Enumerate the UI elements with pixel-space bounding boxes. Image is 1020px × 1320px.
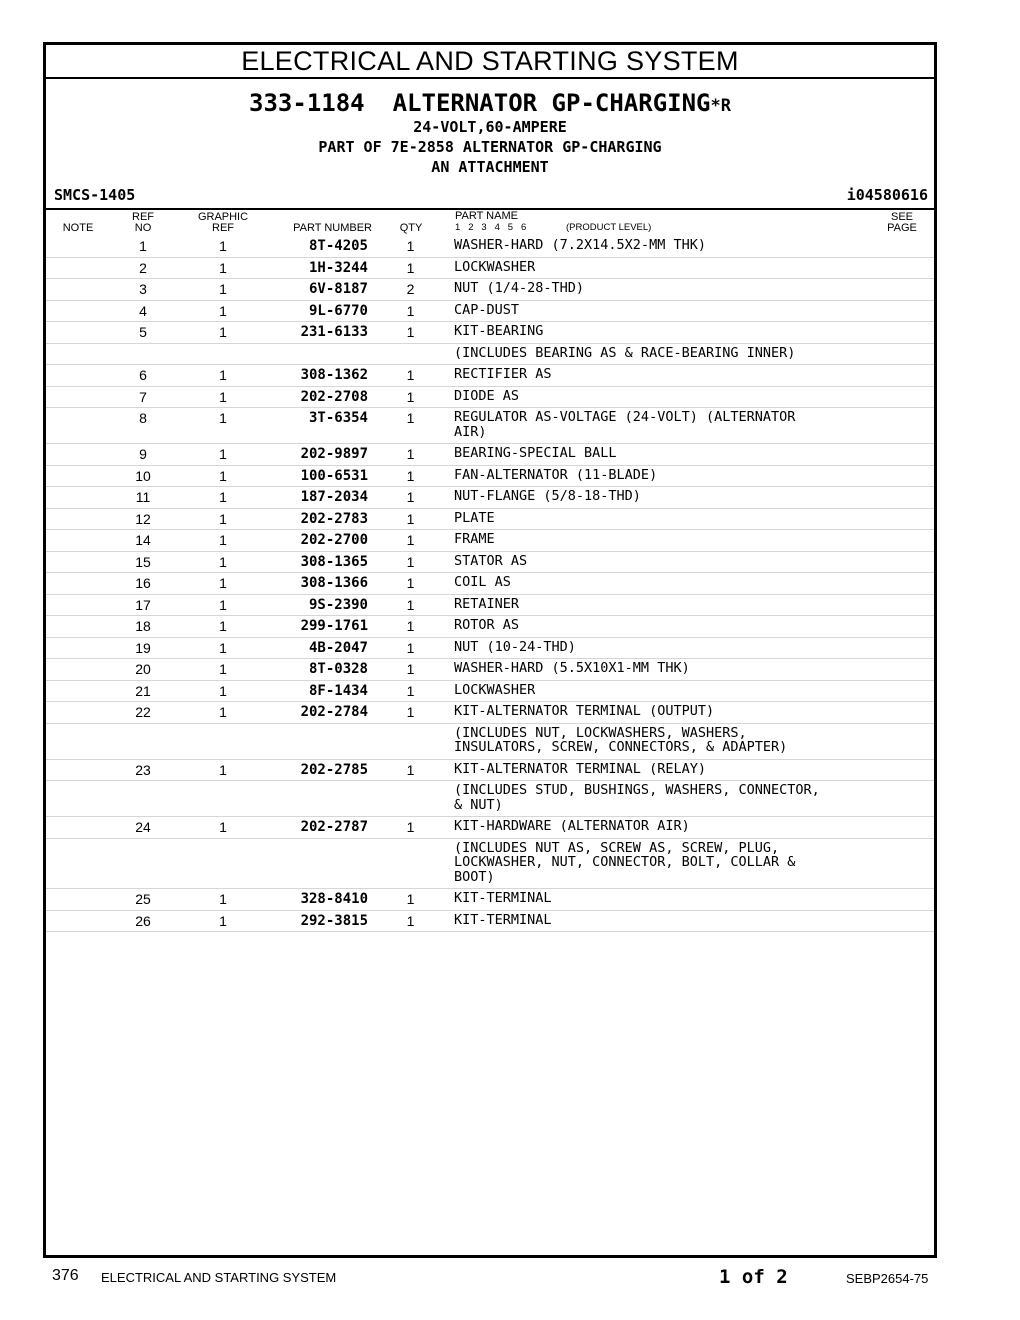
- graphic-ref-cell: 1: [219, 259, 227, 276]
- table-row: [46, 889, 934, 911]
- part-number-cell: 231-6133: [300, 324, 368, 340]
- part-name-cell: BEARING-SPECIAL BALL: [454, 445, 617, 461]
- part-number-cell: 8T-0328: [308, 661, 368, 677]
- part-name-cell: KIT-TERMINAL: [454, 890, 552, 906]
- group-name: ALTERNATOR GP-CHARGING: [392, 89, 711, 117]
- graphic-ref-cell: 1: [219, 367, 227, 383]
- ref-no-cell: 18: [135, 618, 151, 634]
- graphic-ref-cell: 1: [219, 682, 227, 699]
- part-name-cell: NUT-FLANGE (5/8-18-THD): [454, 488, 641, 504]
- col-levels: 1 2 3 4 5 6: [455, 222, 527, 233]
- graphic-ref-cell: 1: [219, 446, 227, 462]
- table-row: [46, 530, 934, 552]
- qty-cell: 1: [406, 388, 415, 405]
- ref-no-cell: 16: [135, 575, 151, 591]
- graphic-ref-cell: 1: [219, 281, 227, 297]
- part-number-cell: 202-2785: [300, 761, 368, 778]
- subtitle-voltage: 24-VOLT,60-AMPERE: [413, 118, 567, 136]
- ref-no-cell: 12: [135, 510, 151, 527]
- ref-no-cell: 8: [139, 410, 147, 426]
- table-row: [46, 322, 934, 344]
- part-name-cell: KIT-HARDWARE (ALTERNATOR AIR): [454, 818, 690, 834]
- table-row: [46, 760, 934, 782]
- footer-page-number: 376: [52, 1267, 79, 1284]
- col-part-name: PART NAME: [455, 210, 518, 222]
- part-number-cell: 6V-8187: [308, 281, 368, 297]
- ref-no-cell: 25: [135, 891, 151, 907]
- illustration-id: i04580616: [846, 186, 928, 204]
- qty-cell: 1: [406, 489, 415, 505]
- part-name-cell: COIL AS: [454, 574, 511, 590]
- qty-cell: 1: [406, 912, 415, 929]
- part-name-cell: LOCKWASHER: [454, 258, 536, 275]
- qty-cell: 1: [406, 891, 415, 907]
- qty-cell: 1: [406, 661, 415, 677]
- part-name-cell: FRAME: [454, 531, 495, 547]
- part-number-cell: 4B-2047: [308, 639, 368, 656]
- part-number-cell: 187-2034: [300, 489, 368, 505]
- part-number-cell: 9S-2390: [308, 596, 368, 613]
- table-row: [46, 616, 934, 638]
- part-number-cell: 202-2783: [300, 510, 368, 527]
- qty-cell: 1: [406, 704, 415, 720]
- part-number-cell: 3T-6354: [308, 410, 368, 426]
- part-name-cell: REGULATOR AS-VOLTAGE (24-VOLT) (ALTERNATOR AIR): [454, 409, 796, 440]
- ref-no-cell: 5: [139, 324, 147, 340]
- table-row: [46, 817, 934, 839]
- graphic-ref-cell: 1: [219, 891, 227, 907]
- part-name-cell: KIT-TERMINAL: [454, 911, 552, 928]
- ref-no-cell: 3: [139, 281, 147, 297]
- part-number-cell: 292-3815: [300, 912, 368, 929]
- ref-no-cell: 7: [139, 388, 147, 405]
- ref-no-cell: 23: [135, 761, 151, 778]
- graphic-ref-cell: 1: [219, 761, 227, 778]
- part-name-cell: WASHER-HARD (5.5X10X1-MM THK): [454, 660, 690, 676]
- graphic-ref-cell: 1: [219, 596, 227, 613]
- group-title: [46, 89, 934, 120]
- part-number-cell: 202-9897: [300, 446, 368, 462]
- ref-no-cell: 2: [139, 259, 147, 276]
- part-name-cell: NUT (10-24-THD): [454, 638, 576, 655]
- part-name-cell: (INCLUDES STUD, BUSHINGS, WASHERS, CONNECTOR, & NUT): [454, 782, 820, 813]
- table-row: [46, 408, 934, 444]
- graphic-ref-cell: 1: [219, 410, 227, 426]
- system-title: ELECTRICAL AND STARTING SYSTEM: [46, 45, 934, 79]
- table-row: [46, 279, 934, 301]
- ref-no-cell: 6: [139, 367, 147, 383]
- table-row: [46, 638, 934, 660]
- table-row: [46, 301, 934, 323]
- part-name-cell: ROTOR AS: [454, 617, 520, 633]
- graphic-ref-cell: 1: [219, 639, 227, 656]
- ref-no-cell: 26: [135, 912, 151, 929]
- graphic-ref-cell: 1: [219, 819, 227, 835]
- part-number-cell: 299-1761: [300, 618, 368, 634]
- graphic-ref-cell: 1: [219, 510, 227, 527]
- table-row: [46, 573, 934, 595]
- table-row: [46, 839, 934, 890]
- part-number-cell: 9L-6770: [308, 302, 368, 319]
- table-row: [46, 258, 934, 280]
- qty-cell: 1: [406, 532, 415, 548]
- graphic-ref-cell: 1: [219, 467, 227, 484]
- qty-cell: 1: [406, 553, 415, 570]
- part-name-cell: WASHER-HARD (7.2X14.5X2-MM THK): [454, 237, 706, 253]
- table-row: [46, 466, 934, 488]
- col-see-bottom: PAGE: [887, 222, 917, 234]
- table-row: [46, 781, 934, 817]
- col-note: NOTE: [62, 222, 94, 234]
- table-row: [46, 659, 934, 681]
- table-row: [46, 595, 934, 617]
- qty-cell: 1: [406, 238, 415, 254]
- qty-cell: 1: [406, 410, 415, 426]
- ref-no-cell: 4: [139, 302, 147, 319]
- part-name-cell: LOCKWASHER: [454, 681, 536, 698]
- ref-no-cell: 21: [135, 682, 151, 699]
- col-part-number: PART NUMBER: [293, 222, 372, 234]
- part-number-cell: 308-1365: [300, 553, 368, 570]
- table-row: [46, 552, 934, 574]
- graphic-ref-cell: 1: [219, 912, 227, 929]
- part-name-cell: NUT (1/4-28-THD): [454, 280, 585, 296]
- group-number: 333-1184: [249, 89, 365, 117]
- ref-no-cell: 24: [135, 819, 151, 835]
- page-frame: [43, 42, 937, 1258]
- parts-table: [46, 236, 934, 932]
- graphic-ref-cell: 1: [219, 238, 227, 254]
- col-see-top: SEE: [890, 211, 913, 223]
- part-name-cell: (INCLUDES NUT AS, SCREW AS, SCREW, PLUG, LOCKWASHER, NUT, CONNECTOR, BOLT, COLLAR & BOOT): [454, 839, 796, 885]
- part-number-cell: 1H-3244: [308, 259, 368, 276]
- col-ref-bottom: NO: [134, 222, 152, 234]
- graphic-ref-cell: 1: [219, 324, 227, 340]
- part-number-cell: 308-1362: [300, 367, 368, 383]
- qty-cell: 1: [406, 510, 415, 527]
- qty-cell: 1: [406, 618, 415, 634]
- graphic-ref-cell: 1: [219, 704, 227, 720]
- qty-cell: 1: [406, 682, 415, 699]
- table-row: [46, 911, 934, 933]
- part-number-cell: 328-8410: [300, 891, 368, 907]
- smcs-code: SMCS-1405: [54, 186, 136, 204]
- graphic-ref-cell: 1: [219, 532, 227, 548]
- qty-cell: 1: [406, 467, 415, 484]
- col-qty: QTY: [399, 222, 423, 234]
- ref-no-cell: 9: [139, 446, 147, 462]
- part-name-cell: PLATE: [454, 509, 495, 526]
- table-row: [46, 236, 934, 258]
- part-number-cell: 202-2700: [300, 532, 368, 548]
- footer-page-of: 1 of 2: [719, 1266, 788, 1288]
- subtitle-part-of: PART OF 7E-2858 ALTERNATOR GP-CHARGING: [318, 138, 662, 156]
- qty-cell: 1: [406, 446, 415, 462]
- part-number-cell: 202-2787: [300, 819, 368, 835]
- col-graphic-top: GRAPHIC: [197, 211, 249, 223]
- col-ref-top: REF: [132, 211, 154, 223]
- ref-no-cell: 11: [135, 489, 151, 505]
- ref-no-cell: 17: [135, 596, 151, 613]
- footer-doc-id: SEBP2654-75: [846, 1271, 929, 1286]
- qty-cell: 1: [406, 302, 415, 319]
- part-number-cell: 8F-1434: [308, 682, 368, 699]
- table-row: [46, 344, 934, 366]
- part-name-cell: KIT-ALTERNATOR TERMINAL (RELAY): [454, 760, 706, 777]
- part-name-cell: RETAINER: [454, 595, 520, 612]
- graphic-ref-cell: 1: [219, 661, 227, 677]
- qty-cell: 1: [406, 324, 415, 340]
- graphic-ref-cell: 1: [219, 302, 227, 319]
- table-row: [46, 444, 934, 466]
- ref-no-cell: 19: [135, 639, 151, 656]
- qty-cell: 1: [406, 639, 415, 656]
- qty-cell: 1: [406, 367, 415, 383]
- table-row: [46, 509, 934, 531]
- subtitle-attachment: AN ATTACHMENT: [431, 158, 549, 176]
- ref-no-cell: 14: [135, 532, 151, 548]
- part-number-cell: 100-6531: [300, 467, 368, 484]
- table-row: [46, 487, 934, 509]
- table-row: [46, 365, 934, 387]
- qty-cell: 1: [406, 596, 415, 613]
- col-product-level: (PRODUCT LEVEL): [566, 222, 652, 233]
- part-number-cell: 8T-4205: [308, 238, 368, 254]
- part-name-cell: (INCLUDES NUT, LOCKWASHERS, WASHERS, INSULATORS, SCREW, CONNECTORS, & ADAPTER): [454, 724, 788, 755]
- part-name-cell: CAP-DUST: [454, 301, 520, 318]
- qty-cell: 1: [406, 819, 415, 835]
- qty-cell: 1: [406, 575, 415, 591]
- graphic-ref-cell: 1: [219, 388, 227, 405]
- part-name-cell: STATOR AS: [454, 552, 528, 569]
- part-name-cell: RECTIFIER AS: [454, 366, 552, 382]
- ref-no-cell: 20: [135, 661, 151, 677]
- qty-cell: 1: [406, 259, 415, 276]
- ref-no-cell: 1: [139, 238, 147, 254]
- ref-no-cell: 15: [135, 553, 151, 570]
- graphic-ref-cell: 1: [219, 489, 227, 505]
- graphic-ref-cell: 1: [219, 575, 227, 591]
- ref-no-cell: 10: [135, 467, 151, 484]
- table-row: [46, 724, 934, 760]
- part-name-cell: KIT-ALTERNATOR TERMINAL (OUTPUT): [454, 703, 715, 719]
- qty-cell: 1: [406, 761, 415, 778]
- part-name-cell: DIODE AS: [454, 387, 520, 404]
- part-number-cell: 202-2708: [300, 388, 368, 405]
- group-suffix: *R: [710, 96, 731, 116]
- table-row: [46, 387, 934, 409]
- col-graphic-bottom: REF: [212, 222, 234, 234]
- part-name-cell: FAN-ALTERNATOR (11-BLADE): [454, 466, 658, 483]
- ref-no-cell: 22: [135, 704, 151, 720]
- part-name-cell: (INCLUDES BEARING AS & RACE-BEARING INNER): [454, 344, 796, 361]
- graphic-ref-cell: 1: [219, 553, 227, 570]
- graphic-ref-cell: 1: [219, 618, 227, 634]
- part-number-cell: 308-1366: [300, 575, 368, 591]
- part-name-cell: KIT-BEARING: [454, 323, 544, 339]
- qty-cell: 2: [406, 281, 415, 297]
- part-number-cell: 202-2784: [300, 704, 368, 720]
- table-row: [46, 681, 934, 703]
- footer-section: ELECTRICAL AND STARTING SYSTEM: [101, 1270, 337, 1285]
- table-row: [46, 702, 934, 724]
